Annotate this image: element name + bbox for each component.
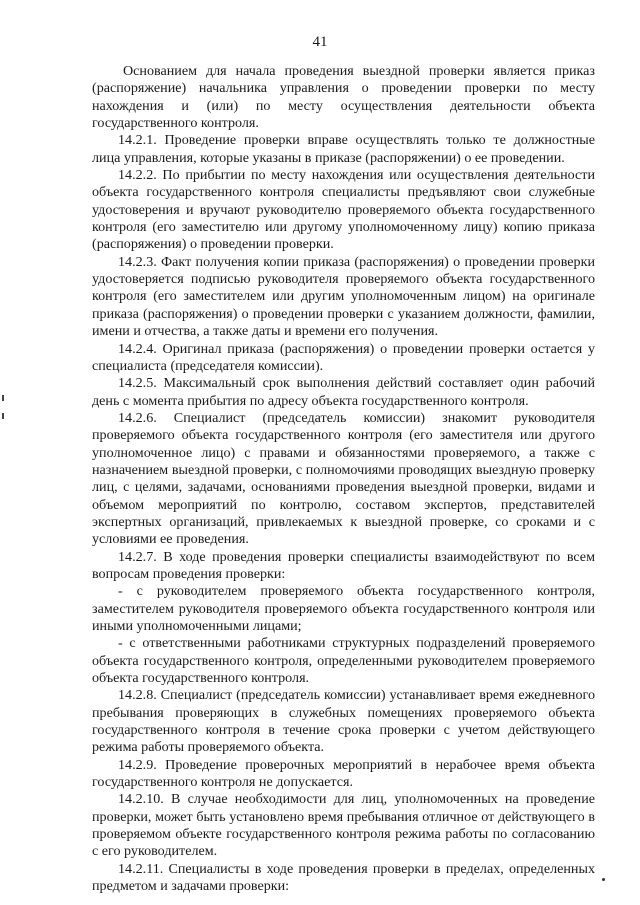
paragraph-14-2-8: 14.2.8. Специалист (председатель комиссии) устанавливает время ежедневного пребывания проверяющих в служебных помещениях проверяемого объекта государственного контроля в течение срока проверки с учетом действующего режима работы проверяемого объекта. <box>92 687 595 756</box>
scan-margin-mark <box>2 395 4 401</box>
list-item-head: - с руководителем проверяемого объекта государственного контроля, заместителем руководителя проверяемого объекта государственного контроля или иными уполномоченными лицами; <box>92 583 595 634</box>
paragraph-14-2-10: 14.2.10. В случае необходимости для лиц, уполномоченных на проведение проверки, может быть установлено время пребывания отличное от действующего в проверяемом объекте государственного контроля режима работы по согласованию с его руководителем. <box>92 791 595 860</box>
paragraph-14-2-3: 14.2.3. Факт получения копии приказа (распоряжения) о проведении проверки удостоверяется подписью руководителя проверяемого объекта государственного контроля (его заместителем или другим уполномоченным лицом) на оригинале приказа (распоряжения) о проведении проверки с указанием должности, фамилии, имени и отчества, а также даты и времени его получения. <box>92 253 595 340</box>
document-body <box>92 63 595 896</box>
paragraph-14-2-4: 14.2.4. Оригинал приказа (распоряжения) о проведении проверки остается у специалиста (председателя комиссии). <box>92 340 595 374</box>
paragraph-14-2-6: 14.2.6. Специалист (председатель комиссии) знакомит руководителя проверяемого объекта государственного контроля (его заместителя или другого уполномоченное лицо) с правами и обязанностями проверяемого, а также с назначением выездной проверки, с полномочиями проводящих выездную проверку лиц, с целями, задачами, основаниями проведения выездной проверки, видами и объемом мероприятий по контролю, составом экспертов, представителей экспертных организаций, привлекаемых к выездной проверке, со сроками и с условиями ее проведения. <box>92 409 595 548</box>
paragraph-14-2-9: 14.2.9. Проведение проверочных мероприятий в нерабочее время объекта государственного контроля не допускается. <box>92 756 595 791</box>
paragraph-intro: Основанием для начала проведения выездной проверки является приказ (распоряжение) начальника управления о проведении проверки по месту нахождения и (или) по месту осуществления деятельности объекта государственного контроля. <box>92 63 595 132</box>
page-number: 41 <box>312 34 328 50</box>
paragraph-14-2-11: 14.2.11. Специалисты в ходе проведения проверки в пределах, определенных предметом и задачами проверки: <box>92 860 595 895</box>
paragraph-14-2-2: 14.2.2. По прибытии по месту нахождения или осуществления деятельности объекта государственного контроля специалисты предъявляют свои служебные удостоверения и вручают руководителю проверяемого объекта государственного контроля (его заместителю или другому уполномоченному лицу) копию приказа (распоряжения) о проведении проверки. <box>92 167 595 253</box>
paragraph-14-2-1: 14.2.1. Проведение проверки вправе осуществлять только те должностные лица управления, которые указаны в приказе (распоряжении) о ее проведении. <box>92 132 595 166</box>
scan-speck <box>602 878 605 881</box>
list-item-departments: - с ответственными работниками структурных подразделений проверяемого объекта государственного контроля, определенными руководителем проверяемого объекта государственного контроля. <box>92 635 595 687</box>
paragraph-14-2-7: 14.2.7. В ходе проведения проверки специалисты взаимодействуют по всем вопросам проведения проверки: <box>92 548 595 582</box>
paragraph-14-2-5: 14.2.5. Максимальный срок выполнения действий составляет один рабочий день с момента прибытия по адресу объекта государственного контроля. <box>92 375 595 409</box>
scan-margin-mark <box>2 413 4 419</box>
